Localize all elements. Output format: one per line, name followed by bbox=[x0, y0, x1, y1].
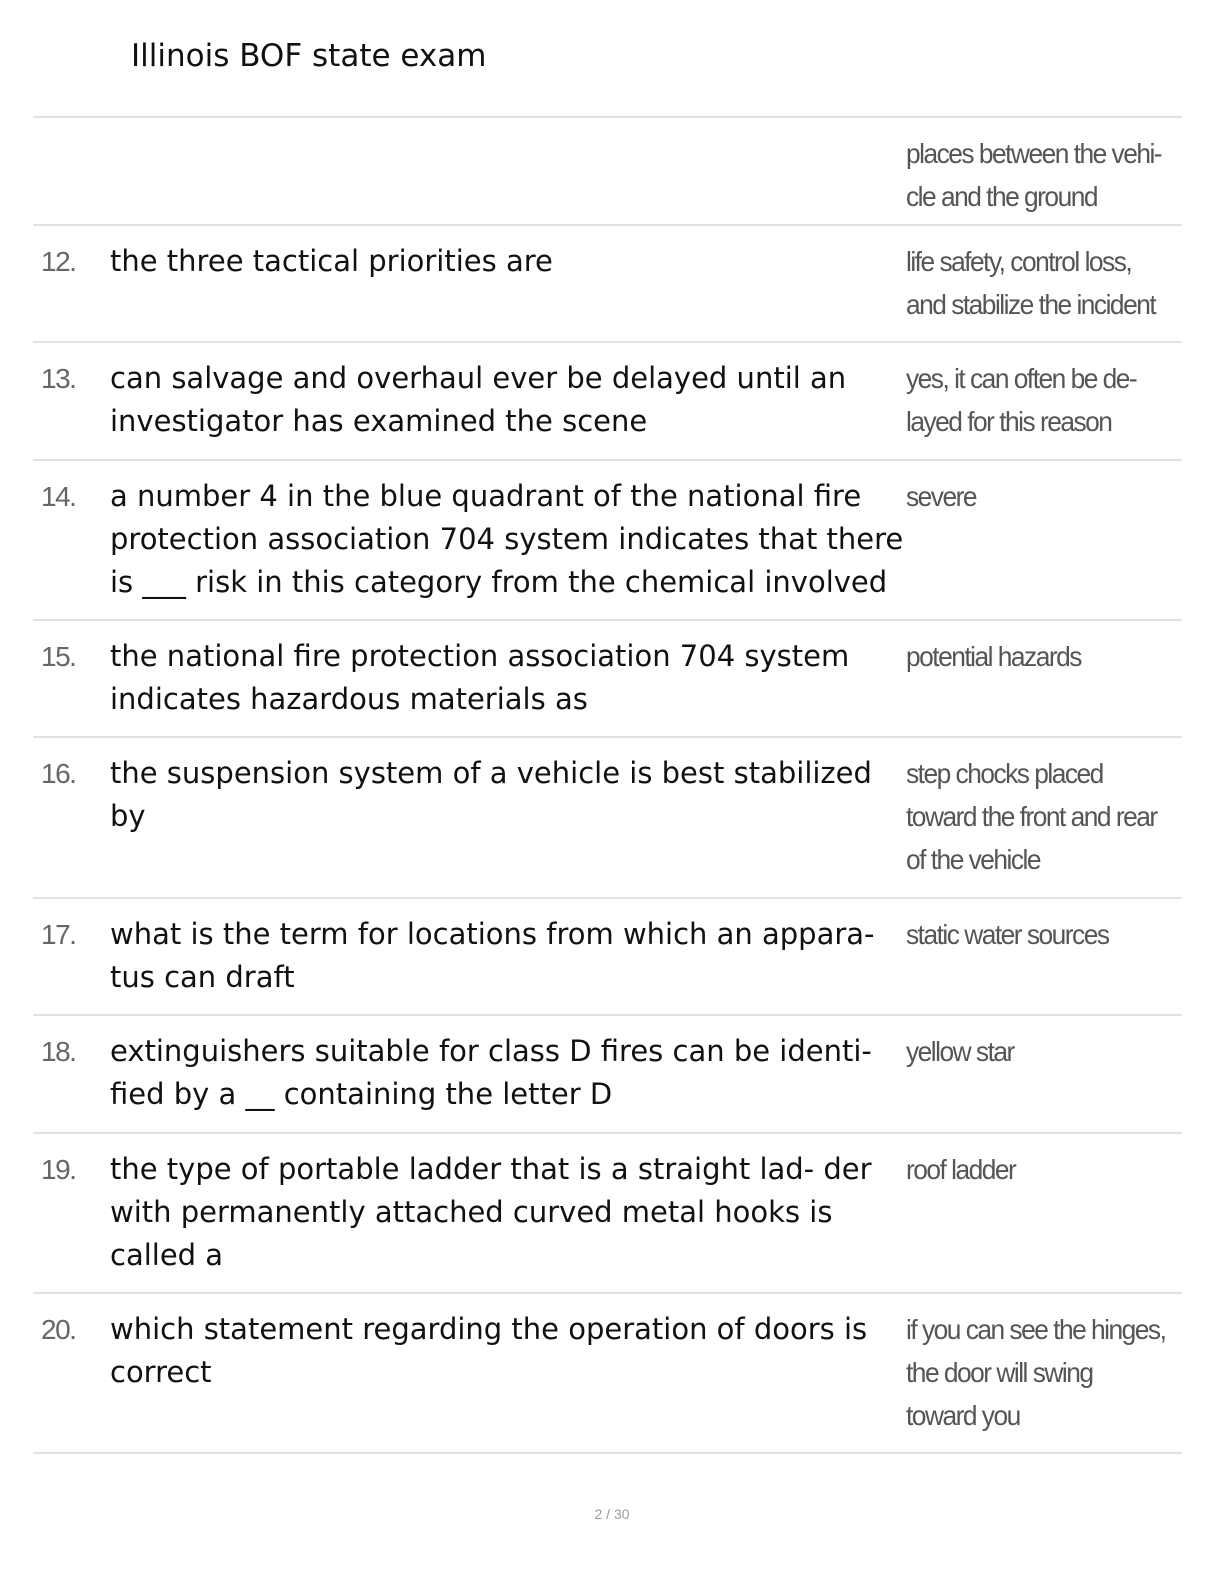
table-row-continued bbox=[33, 118, 1182, 226]
question-text: can salvage and overhaul ever be delayed until an investigator has examined the scene bbox=[110, 361, 847, 438]
question-text: the three tactical priorities are bbox=[110, 244, 553, 278]
answer-text: yellow star bbox=[906, 1036, 1014, 1067]
question-text: what is the term for locations from which an appara- tus can draft bbox=[110, 917, 875, 994]
table-row bbox=[33, 899, 1182, 1016]
answer-text: life safety, control loss, and stabilize the incident bbox=[906, 246, 1156, 320]
question-number: 15. bbox=[41, 641, 76, 672]
question-number: 16. bbox=[41, 758, 76, 789]
question-text: which statement regarding the operation of doors is correct bbox=[110, 1312, 868, 1389]
page-number: 2 / 30 bbox=[594, 1506, 630, 1522]
table-row bbox=[33, 461, 1182, 621]
table-row bbox=[33, 1294, 1182, 1454]
table-row bbox=[33, 621, 1182, 738]
document-title: Illinois BOF state exam bbox=[131, 38, 487, 74]
question-number: 17. bbox=[41, 919, 76, 950]
answer-text: places between the vehi- cle and the ground bbox=[906, 138, 1162, 212]
answer-text: step chocks placed toward the front and rear of the vehicle bbox=[906, 758, 1157, 875]
table-row bbox=[33, 343, 1182, 461]
table-row bbox=[33, 1134, 1182, 1294]
flashcard-table bbox=[33, 116, 1182, 1454]
question-number: 19. bbox=[41, 1154, 76, 1185]
question-number: 14. bbox=[41, 481, 76, 512]
question-number: 12. bbox=[41, 246, 76, 277]
question-number: 13. bbox=[41, 363, 76, 394]
question-text: extinguishers suitable for class D fires can be identi- fied by a __ containing the letter D bbox=[110, 1034, 872, 1111]
table-row bbox=[33, 226, 1182, 343]
answer-text: yes, it can often be de- layed for this reason bbox=[906, 363, 1137, 437]
question-number: 20. bbox=[41, 1314, 76, 1345]
question-text: the suspension system of a vehicle is best stabilized by bbox=[110, 756, 872, 833]
table-row bbox=[33, 738, 1182, 899]
answer-text: roof ladder bbox=[906, 1154, 1016, 1185]
table-row bbox=[33, 1016, 1182, 1134]
answer-text: potential hazards bbox=[906, 641, 1081, 672]
answer-text: if you can see the hinges, the door will swing toward you bbox=[906, 1314, 1166, 1431]
question-text: the national fire protection association 704 system indicates hazardous materials as bbox=[110, 639, 850, 716]
answer-text: severe bbox=[906, 481, 976, 512]
answer-text: static water sources bbox=[906, 919, 1109, 950]
question-text: a number 4 in the blue quadrant of the national fire protection association 704 system indicates that there is ___ risk in this category from the chemical involved bbox=[110, 479, 904, 599]
question-text: the type of portable ladder that is a straight lad- der with permanently attached curved metal hooks is called a bbox=[110, 1152, 872, 1272]
question-number: 18. bbox=[41, 1036, 76, 1067]
